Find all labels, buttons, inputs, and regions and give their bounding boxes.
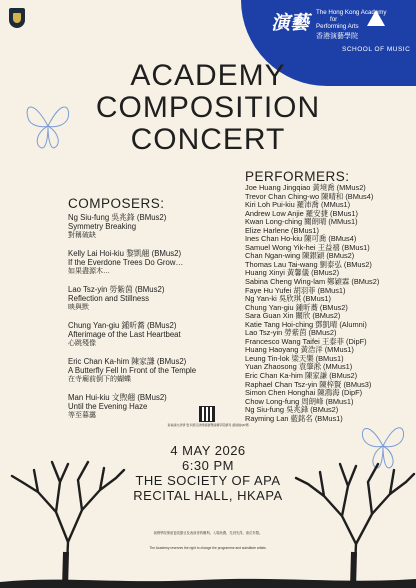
performer-item: Huang Haoyang 黃浩洋 (MMus1)	[245, 345, 354, 355]
apa-triangle-logo-icon	[367, 10, 385, 26]
performer-item: Thomas Lau Tai-wang 劉泰弘 (BMus2)	[245, 259, 372, 269]
performer-item: Sara Guan Xin 關欣 (BMus2)	[245, 311, 341, 321]
work-title: If the Everdone Trees Do Grow…	[68, 258, 184, 267]
school-crest-logo	[9, 8, 25, 28]
performer-item: Huang Xinyi 黃馨儀 (BMus2)	[245, 268, 340, 278]
performer-item: Lao Tsz-yin 勞紫茵 (BMus2)	[245, 328, 337, 338]
composer-entry	[68, 249, 238, 276]
performer-item: Ines Chan Ho-kiu 陳可喬 (BMus4)	[245, 234, 357, 244]
performer-item: Trevor Chan Ching-wo 陳晴和 (BMus4)	[245, 191, 374, 201]
title-line-3: CONCERT	[130, 123, 286, 156]
academy-name-zh: 香港演藝學院	[316, 33, 358, 40]
butterfly-left-icon	[24, 96, 72, 154]
work-title: Symmetry Breaking	[68, 222, 137, 231]
fine-print-en: The Academy reserves the right to change the programme and substitute artists.	[149, 546, 267, 550]
performer-item: Simon Chen Honghai 陳鴻海 (DipF)	[245, 388, 363, 398]
title-line-2: COMPOSITION	[95, 91, 321, 124]
performer-item: Chan Ngan-wing 陳銀穎 (BMus2)	[245, 251, 355, 261]
qr-code[interactable]	[200, 407, 214, 421]
composer-entry	[68, 321, 238, 348]
event-date: 4 MAY 2026	[170, 443, 246, 458]
composer-entry	[68, 357, 238, 384]
performer-item: Samuel Wong Yik-hei 王益禧 (BMus1)	[245, 242, 370, 252]
performer-item: Chung Yan-giu 鍾昕蕎 (BMus2)	[245, 302, 348, 312]
event-time: 6:30 PM	[182, 458, 234, 473]
school-name: SCHOOL OF MUSIC	[342, 46, 411, 53]
performer-item: Chow Long-fung 周朗峰 (BMus1)	[245, 396, 354, 406]
composer-name: Lao Tsz-yin 勞紫茵 (BMus2)	[68, 285, 165, 294]
academy-name-en: The Hong Kong Academy for Performing Arts	[316, 9, 387, 30]
qr-caption: 查看演出詳情 更多節目詳情請瀏覽演藝學院網頁 請掃描QR碼	[167, 423, 249, 427]
work-title-zh: 映與默	[68, 304, 89, 311]
performer-item: Eric Chan Ka-him 陳家謙 (BMus2)	[245, 371, 358, 381]
performer-item: Andrew Low Anjie 羅安捷 (BMus1)	[245, 208, 358, 218]
composers-list	[68, 213, 238, 429]
composer-name: Man Hui-kiu 文煦翹 (BMus2)	[68, 393, 167, 402]
performer-item: Leung Tin-lok 梁天樂 (BMus1)	[245, 353, 344, 363]
performers-list	[245, 184, 405, 423]
composer-name: Eric Chan Ka-him 陳家謙 (BMus2)	[68, 357, 187, 366]
event-venue-line-1: THE SOCIETY OF APA	[135, 473, 281, 488]
work-title-zh: 在寺廟前倒下的蝴蝶	[68, 376, 131, 383]
title-line-1: ACADEMY	[130, 59, 286, 92]
work-title: Afterimage of the Last Heartbeat	[68, 330, 181, 339]
work-title: Until the Evening Haze	[68, 402, 148, 411]
composer-entry	[68, 213, 238, 240]
performer-item: Kwan Long-ching 關朗晴 (MMus1)	[245, 217, 358, 227]
event-venue-line-2: RECITAL HALL, HKAPA	[133, 488, 283, 503]
performer-item: Ng Siu-fung 吳兆鋒 (BMus2)	[245, 405, 339, 415]
composer-name: Chung Yan-giu 鍾昕蕎 (BMus2)	[68, 321, 177, 330]
work-title-zh: 等至暮靄	[68, 412, 96, 419]
fine-print-zh: 演藝學院保留更改節目及表演者的權利。入場免費，先到先得，座位有限。	[153, 531, 263, 535]
bare-tree-right-icon	[290, 452, 416, 588]
work-title-zh: 對稱破缺	[68, 232, 96, 239]
work-title: A Butterfly Fell In Front of the Temple	[68, 366, 197, 375]
work-title: Reflection and Stillness	[68, 294, 150, 303]
bare-tree-left-icon	[8, 452, 128, 588]
performer-item: Faye Hu Yufei 胡羽菲 (BMus1)	[245, 285, 346, 295]
work-title-zh: 心跳殘像	[68, 340, 96, 347]
performer-item: Sabina Cheng Wing-lam 鄭穎霖 (BMus2)	[245, 277, 380, 287]
performer-item: Katie Tang Hoi-ching 鄧凱晴 (Alumni)	[245, 319, 367, 329]
composers-heading: COMPOSERS:	[68, 196, 165, 211]
composer-name: Ng Siu-fung 吳兆鋒 (BMus2)	[68, 213, 167, 222]
performer-item: Francesco Wang Taifei 王泰菲 (DipF)	[245, 336, 367, 346]
performer-item: Yuan Zhaosong 袁肇淞 (MMus1)	[245, 362, 353, 372]
performer-item: Elize Harlene (BMus1)	[245, 225, 319, 235]
academy-calligraphy-mark: 演藝	[271, 12, 310, 34]
composer-entry	[68, 285, 238, 312]
performers-heading: PERFORMERS:	[245, 169, 350, 184]
performer-item: Ng Yan-ki 吳欣琪 (BMus1)	[245, 294, 331, 304]
composer-name: Kelly Lai Hoi-kiu 黎凱翹 (BMus2)	[68, 249, 182, 258]
performer-item: Rayming Lan 藍銘名 (BMus1)	[245, 413, 343, 423]
performer-item: Joe Huang Jingqiao 黃境喬 (MMus2)	[245, 183, 366, 192]
work-title-zh: 如果盡源木…	[68, 268, 110, 275]
performer-item: Kiri Loh Pui-kiu 羅沛喬 (MMus1)	[245, 200, 351, 210]
ground-silhouette	[0, 570, 416, 588]
performer-item: Raphael Chan Tsz-yin 陳梓賢 (BMus3)	[245, 379, 372, 389]
